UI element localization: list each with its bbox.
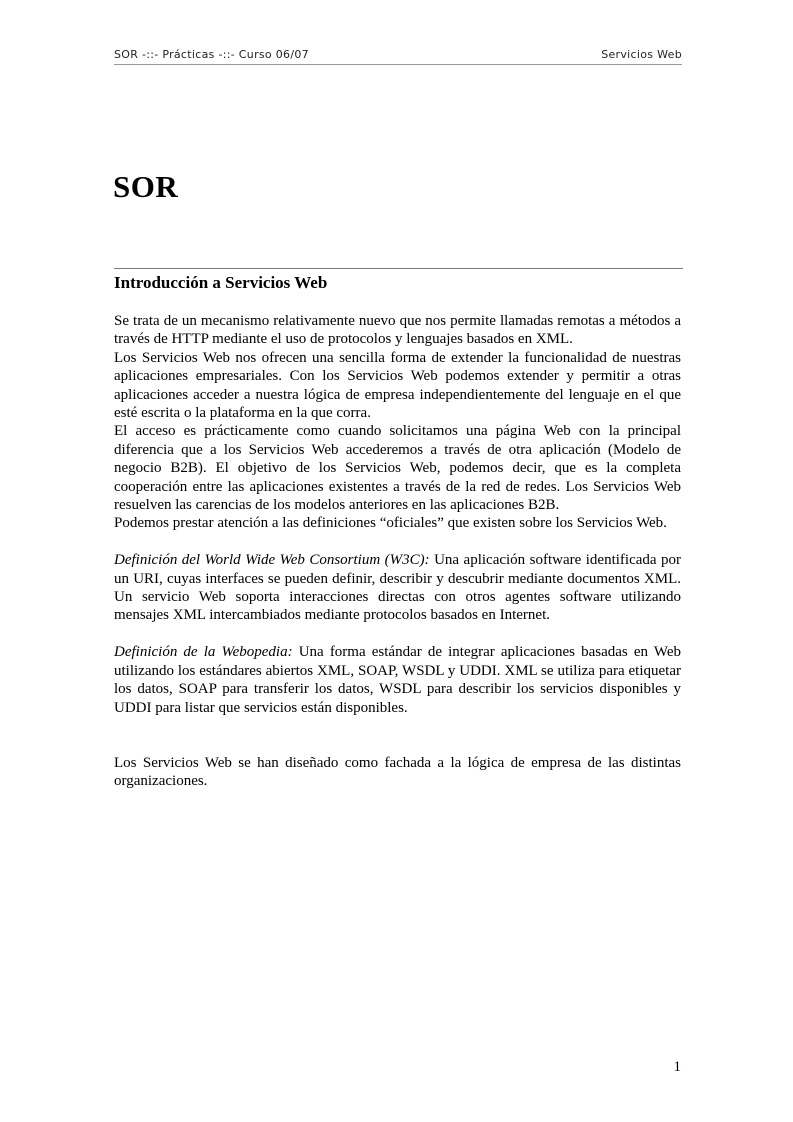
header-right-text: Servicios Web [601, 48, 682, 61]
definition-w3c [114, 551, 681, 625]
closing-paragraph: Los Servicios Web se han diseñado como fachada a la lógica de empresa de las distintas organizaciones. [114, 754, 681, 790]
paragraph: Los Servicios Web nos ofrecen una sencilla forma de extender la funcionalidad de nuestras aplicaciones empresariales. Con los Servicios Web podemos extender y permitir a otras aplicaciones acceder a nuestra lógica de empresa independientemente del lenguaje en el que esté escrita o la plataforma en la que corra. [114, 349, 681, 422]
definition-label: Definición del World Wide Web Consortium (W3C): [114, 552, 430, 569]
definition-label: Definición de la Webopedia: [114, 644, 293, 661]
header-left-text: SOR -::- Prácticas -::- Curso 06/07 [114, 48, 309, 61]
paragraph: El acceso es prácticamente como cuando solicitamos una página Web con la principal diferencia que a los Servicios Web accederemos a través de otra aplicación (Modelo de negocio B2B). El objetivo de los Servicios Web, podemos decir, que es la completa cooperación entre las aplicaciones existentes a través de la red de redes. Los Servicios Web resuelven las carencias de los modelos anteriores en las aplicaciones B2B. [114, 423, 681, 514]
section-divider [114, 268, 683, 269]
paragraph: Se trata de un mecanismo relativamente nuevo que nos permite llamadas remotas a métodos a través de HTTP mediante el uso de protocolos y lenguajes basados en XML. [114, 313, 681, 348]
definition-text: Una aplicación software identificada por un URI, cuyas interfaces se pueden definir, describir y descubrir mediante documentos XML. Un servicio Web soporta interacciones directas con otros agentes software utilizando mensajes XML intercambiados mediante protocolos basados en Internet. [114, 552, 681, 624]
section-heading: Introducción a Servicios Web [114, 273, 328, 292]
paragraph: Podemos prestar atención a las definiciones “oficiales” que existen sobre los Servicios Web. [114, 515, 667, 532]
definition-text: Una forma estándar de integrar aplicaciones basadas en Web utilizando los estándares abiertos XML, SOAP, WSDL y UDDI. XML se utiliza para etiquetar los datos, SOAP para transferir los datos, WSDL para describir los servicios disponibles y UDDI para listar que servicios están disponibles. [114, 644, 681, 716]
definition-webopedia [114, 643, 681, 717]
page-number: 1 [673, 1059, 681, 1075]
section-body [114, 312, 681, 791]
document-title: SOR [113, 169, 179, 204]
page-header [114, 47, 682, 65]
